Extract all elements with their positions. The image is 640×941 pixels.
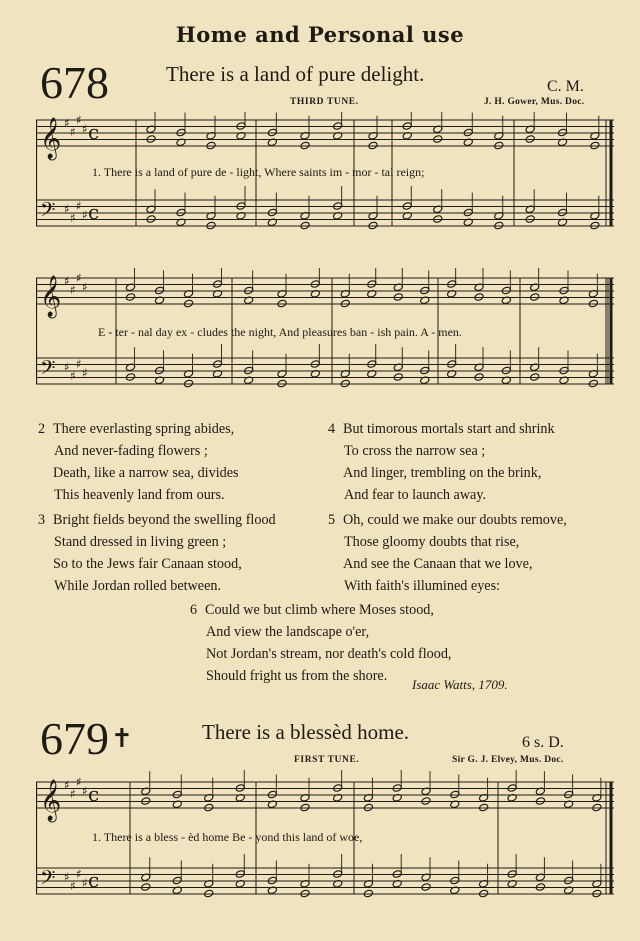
hymn-678-meter: C. M. [547,78,584,95]
hymn-679-meter: 6 s. D. [522,734,564,751]
section-title: Home and Personal use [175,22,465,47]
svg-text:♯: ♯ [82,876,88,890]
svg-text:♯: ♯ [76,867,82,881]
svg-text:𝄞: 𝄞 [40,276,62,317]
verse-2: 2 There everlasting spring abides, And never-fading flowers ; Death, like a narrow sea, divides This heavenly land from ours. [38,421,239,503]
hymn-678-composer: J. H. Gower, Mus. Doc. [484,97,585,107]
svg-text:♯: ♯ [76,357,82,371]
hymn-678-tune: THIRD TUNE. [290,97,359,107]
verse-6: 6 Could we but climb where Moses stood, And view the landscape o'er, Not Jordan's stream, nor death's cold flood, Should fright us from the shore. [190,602,452,684]
svg-text:𝄢: 𝄢 [40,866,56,894]
svg-text:♯: ♯ [70,125,76,139]
svg-text:♯: ♯ [70,369,76,383]
hymn-678-lyrics-line-2: E - ter - nal day ex - cludes the night, And pleasures ban - ish pain. A - men. [98,325,462,339]
hymn-679-tune: FIRST TUNE. [294,755,360,765]
cross-mark: ✝ [111,724,133,753]
svg-text:♯: ♯ [76,775,82,789]
verse-3: 3 Bright fields beyond the swelling flood Stand dressed in living green ; So to the Jews fair Canaan stood, While Jordan rolled between. [38,512,276,594]
verse-4: 4 But timorous mortals start and shrink To cross the narrow sea ; And linger, trembling on the brink, And fear to launch away. [328,421,555,503]
hymn-678-title: There is a land of pure delight. [166,62,425,86]
svg-text:𝄞: 𝄞 [40,118,62,159]
svg-text:♯: ♯ [64,360,70,374]
svg-text:♯: ♯ [82,122,88,136]
svg-text:♯: ♯ [82,366,88,380]
svg-text:♯: ♯ [70,283,76,297]
svg-text:♯: ♯ [64,870,70,884]
hymn-678-lyrics-line-1: 1. There is a land of pure de - light, Where saints im - mor - tal reign; [92,165,425,179]
svg-text:♯: ♯ [64,116,70,130]
hymn-679-lyrics-line-1: 1. There is a bless - èd home Be - yond this land of woe, [92,830,363,844]
svg-text:♯: ♯ [64,274,70,288]
svg-text:c: c [88,782,100,806]
hymn-679-composer: Sir G. J. Elvey, Mus. Doc. [452,755,564,765]
hymn-678-number: 678 [40,57,109,108]
svg-text:♯: ♯ [70,879,76,893]
music-staff-system-1 [36,112,614,252]
hymn-678-system-1 [36,112,614,252]
hymn-678-author: Isaac Watts, 1709. [412,677,508,692]
hymn-679-title: There is a blessèd home. [202,720,410,744]
svg-text:♯: ♯ [70,787,76,801]
svg-text:c: c [88,200,100,224]
svg-text:𝄞: 𝄞 [40,780,62,821]
svg-text:♯: ♯ [76,113,82,127]
svg-text:𝄢: 𝄢 [40,198,56,226]
svg-text:c: c [88,868,100,892]
hymn-679-number: 679✝ [40,713,133,764]
svg-text:♯: ♯ [82,208,88,222]
hymn-679-system-1 [36,770,614,920]
svg-text:♯: ♯ [70,211,76,225]
svg-text:♯: ♯ [76,199,82,213]
svg-text:♯: ♯ [76,271,82,285]
music-staff-system-3 [36,770,614,920]
svg-text:♯: ♯ [64,202,70,216]
svg-text:♯: ♯ [82,280,88,294]
svg-text:♯: ♯ [82,784,88,798]
svg-text:𝄢: 𝄢 [40,356,56,384]
svg-text:c: c [88,120,100,144]
verse-5: 5 Oh, could we make our doubts remove, Those gloomy doubts that rise, And see the Canaan that we love, With faith's illumined eyes: [328,512,567,594]
svg-text:♯: ♯ [64,778,70,792]
